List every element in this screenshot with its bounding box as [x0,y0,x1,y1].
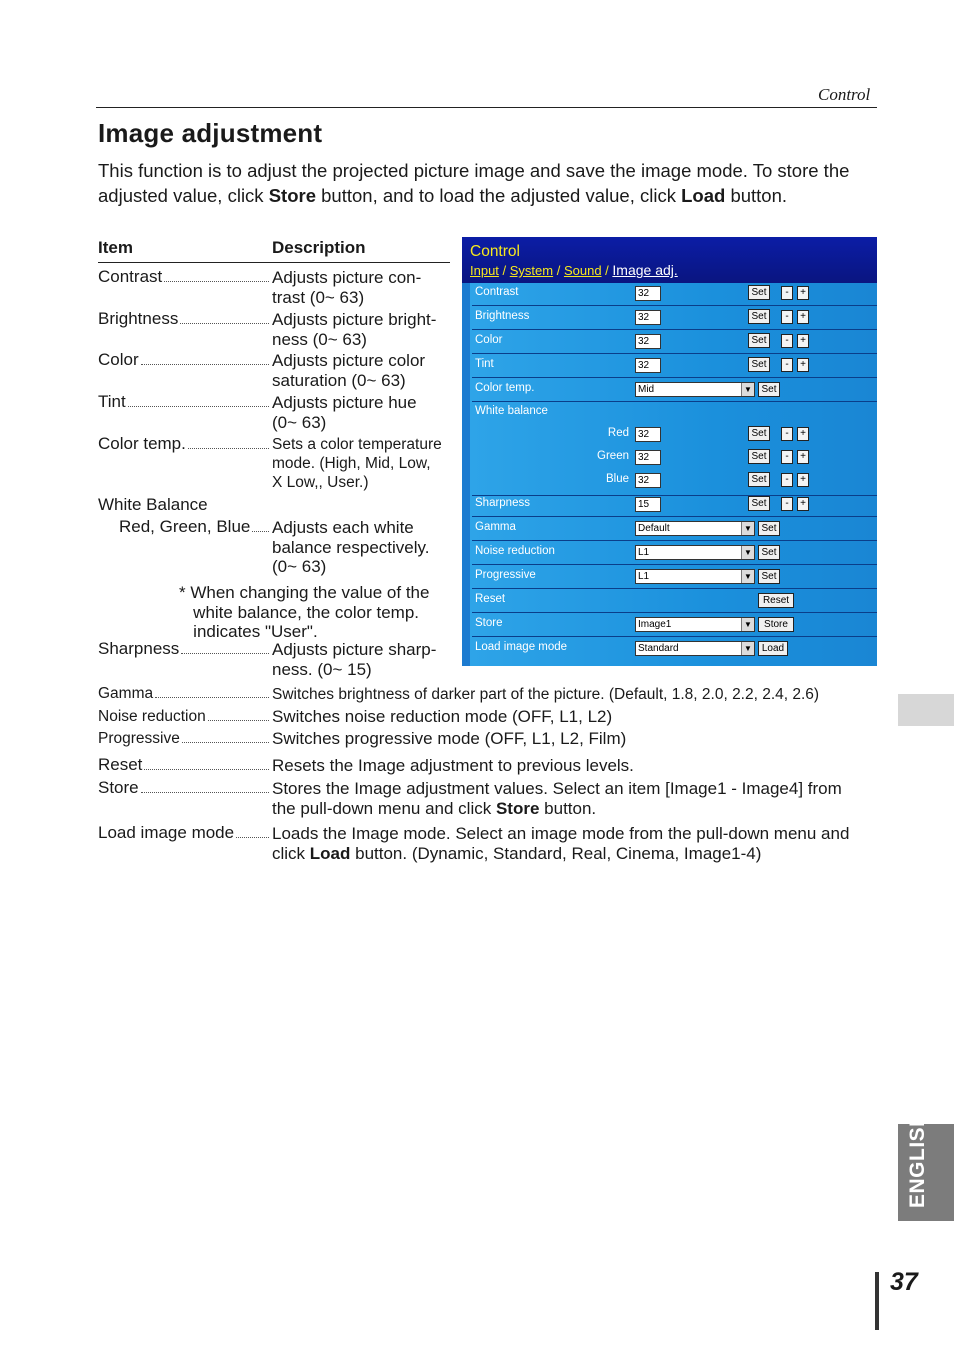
crumb-sep: / [553,263,564,278]
leader-dots [236,823,269,838]
panel-row-gamma [472,518,877,541]
leader-dots [180,309,269,324]
row-label: Contrast [475,286,519,298]
crumb-sep: / [498,263,510,278]
leader-dots [141,350,269,365]
row-label: Gamma [475,521,516,533]
row-label: Load image mode [475,641,568,653]
term-tint [98,392,270,412]
term-label: Load image mode [98,823,235,842]
panel-header [462,237,877,283]
term-label: Noise reduction [98,708,206,725]
crumb-input[interactable]: Input [470,263,499,278]
desc-contrast: Adjusts picture con- trast (0~ 63) [272,268,422,307]
color-set-button[interactable]: Set [748,333,770,348]
tint-set-button[interactable]: Set [748,357,770,372]
row-label: Reset [475,593,506,605]
term-label: Store [98,778,139,797]
blue-value-input[interactable]: 32 [635,473,661,488]
term-label: Contrast [98,267,163,286]
term-label: Color [98,350,139,369]
chevron-down-icon[interactable]: ▼ [741,642,754,655]
blue-plus-button[interactable]: + [797,473,809,487]
control-panel-screenshot [462,237,877,666]
crumb-image-adj[interactable]: Image adj. [612,262,678,278]
term-label: Brightness [98,309,179,328]
blue-minus-button[interactable]: - [781,473,793,487]
term-contrast [98,267,270,287]
term-progressive [98,730,270,748]
page-number-bar [875,1272,879,1330]
term-label: Reset [98,755,143,774]
table-header-rule [98,262,450,263]
sharpness-value-input[interactable]: 15 [635,497,661,512]
green-minus-button[interactable]: - [781,450,793,464]
term-label: White Balance [98,495,208,514]
intro-load-word: Load [681,185,726,206]
gamma-select[interactable] [635,521,755,536]
panel-title: Control [470,243,520,260]
desc-reset: Resets the Image adjustment to previous levels. [272,756,634,775]
panel-row-tint [472,355,877,378]
desc-store [272,779,877,818]
row-label: Noise reduction [475,545,555,557]
section-tab-marker [898,694,954,726]
page-title: Image adjustment [98,118,323,148]
panel-row-store [472,614,877,637]
chevron-down-icon[interactable]: ▼ [741,618,754,631]
term-noise-reduction [98,708,270,726]
load-image-mode-select[interactable] [635,641,755,656]
intro-store-word: Store [268,185,316,206]
panel-row-white-balance [472,403,877,496]
leader-dots [141,778,269,793]
leader-dots [188,434,269,449]
row-label: Color temp. [475,382,535,394]
color-minus-button[interactable]: - [781,334,793,348]
sharpness-minus-button[interactable]: - [781,497,793,511]
contrast-set-button[interactable]: Set [748,285,770,300]
green-plus-button[interactable]: + [797,450,809,464]
desc-load-text: Loads the Image mode. Select an image mode from the pull-down menu and click [272,824,850,863]
select-value: Default [638,523,670,534]
leader-dots [164,267,269,282]
chevron-down-icon[interactable]: ▼ [741,383,754,396]
running-head: Control [818,85,871,104]
blue-label: Blue [605,473,629,485]
term-color-temp [98,434,270,454]
row-label: Brightness [475,310,530,322]
term-reset [98,755,270,775]
term-label: Red, Green, Blue [119,517,251,536]
color-temp-set-button[interactable]: Set [758,382,780,397]
brightness-value-input[interactable]: 32 [635,310,661,325]
noise-reduction-select[interactable] [635,545,755,560]
desc-sharpness: Adjusts picture sharp- ness. (0~ 15) [272,640,437,679]
crumb-sep: / [601,263,613,278]
panel-row-sharpness [472,494,877,517]
red-label: Red [607,427,629,439]
red-set-button[interactable]: Set [748,426,770,441]
panel-row-brightness [472,307,877,330]
panel-row-noise-reduction [472,542,877,565]
leader-dots [181,639,269,654]
leader-dots [144,755,269,770]
color-value-input[interactable]: 32 [635,334,661,349]
crumb-sound[interactable]: Sound [563,263,602,278]
desc-noise-reduction: Switches noise reduction mode (OFF, L1, L2) [272,707,613,726]
brightness-plus-button[interactable]: + [797,310,809,324]
panel-row-progressive [472,566,877,589]
leader-dots [155,685,269,698]
red-plus-button[interactable]: + [797,427,809,441]
desc-color-temp: Sets a color temperature mode. (High, Mid, Low, X Low,, User.) [272,436,442,491]
brightness-set-button[interactable]: Set [748,309,770,324]
leader-dots [252,517,269,532]
column-header-description: Description [272,238,366,257]
brightness-minus-button[interactable]: - [781,310,793,324]
select-value: L1 [638,547,650,558]
header-rule [96,107,877,108]
panel-row-contrast [472,283,877,306]
crumb-system[interactable]: System [509,263,554,278]
desc-store-end: button. [539,798,597,818]
green-value-input[interactable]: 32 [635,450,661,465]
language-tab-label: ENGLISH [906,1111,929,1208]
intro-text-2: button, and to load the adjusted value, click [316,185,682,206]
chevron-down-icon[interactable]: ▼ [741,546,754,559]
term-red-green-blue [119,517,270,537]
term-white-balance [98,495,270,515]
desc-tint: Adjusts picture hue (0~ 63) [272,393,417,432]
select-value: Mid [638,384,655,395]
sharpness-set-button[interactable]: Set [748,496,770,511]
leader-dots [128,392,269,407]
progressive-select[interactable] [635,569,755,584]
tint-value-input[interactable]: 32 [635,358,661,373]
desc-store-text: Stores the Image adjustment values. Select an item [Image1 - Image4] from the pull-down menu and click [272,779,842,818]
leader-dots [208,708,269,721]
panel-row-reset [472,590,877,613]
intro-paragraph [98,158,883,208]
select-value: Standard [638,643,679,654]
term-color [98,350,270,370]
term-label: Progressive [98,730,180,747]
red-minus-button[interactable]: - [781,427,793,441]
row-label: Store [475,617,503,629]
term-label: Sharpness [98,639,180,658]
language-tab [898,1111,954,1221]
gamma-set-button[interactable]: Set [758,521,780,536]
term-gamma [98,685,270,703]
desc-store-bold: Store [495,798,540,818]
progressive-set-button[interactable]: Set [758,569,780,584]
desc-load-bold: Load [309,843,351,863]
tint-minus-button[interactable]: - [781,358,793,372]
row-label: Progressive [475,569,536,581]
panel-row-color [472,331,877,354]
term-sharpness [98,639,270,659]
panel-breadcrumb [470,262,678,278]
chevron-down-icon[interactable]: ▼ [741,570,754,583]
contrast-value-input[interactable]: 32 [635,286,661,301]
term-label: Gamma [98,685,154,702]
desc-load-end: button. (Dynamic, Standard, Real, Cinema, Image1-4) [350,843,762,863]
reset-button[interactable]: Reset [758,593,794,608]
store-select[interactable] [635,617,755,632]
noise-reduction-set-button[interactable]: Set [758,545,780,560]
red-value-input[interactable]: 32 [635,427,661,442]
column-header-item: Item [98,238,133,257]
page-number: 37 [890,1268,918,1296]
contrast-plus-button[interactable]: + [797,286,809,300]
desc-color: Adjusts picture color saturation (0~ 63) [272,351,426,390]
panel-row-color-temp [472,379,877,402]
select-value: L1 [638,571,650,582]
term-brightness [98,309,270,329]
intro-text-1: This function is to adjust the projected picture image and save the image mode. To store the adjusted value, click [98,160,850,206]
row-label: Tint [475,358,494,370]
contrast-minus-button[interactable]: - [781,286,793,300]
tint-plus-button[interactable]: + [797,358,809,372]
desc-brightness: Adjusts picture bright- ness (0~ 63) [272,310,437,349]
desc-progressive: Switches progressive mode (OFF, L1, L2, Film) [272,729,627,748]
store-button[interactable]: Store [758,617,794,632]
chevron-down-icon[interactable]: ▼ [741,522,754,535]
sharpness-plus-button[interactable]: + [797,497,809,511]
color-temp-select[interactable] [635,382,755,397]
white-balance-note: * When changing the value of the white balance, the color temp. indicates "User". [179,583,430,641]
panel-row-load-image-mode [472,638,877,660]
desc-load-image-mode [272,824,882,863]
term-label: Color temp. [98,434,186,453]
desc-red-green-blue: Adjusts each white balance respectively. (0~ 63) [272,518,430,576]
desc-gamma: Switches brightness of darker part of the picture. (Default, 1.8, 2.0, 2.2, 2.4, 2.6) [272,686,820,703]
leader-dots [182,730,269,743]
row-label: Sharpness [475,497,530,509]
select-value: Image1 [638,619,672,630]
load-button[interactable]: Load [758,641,788,656]
row-label: Color [475,334,503,346]
term-label: Tint [98,392,126,411]
panel-left-strip [462,283,470,666]
blue-set-button[interactable]: Set [748,472,770,487]
term-load-image-mode [98,823,270,843]
row-label: White balance [475,405,548,417]
green-label: Green [597,450,629,462]
intro-text-3: button. [725,185,788,206]
term-store [98,778,270,798]
green-set-button[interactable]: Set [748,449,770,464]
color-plus-button[interactable]: + [797,334,809,348]
